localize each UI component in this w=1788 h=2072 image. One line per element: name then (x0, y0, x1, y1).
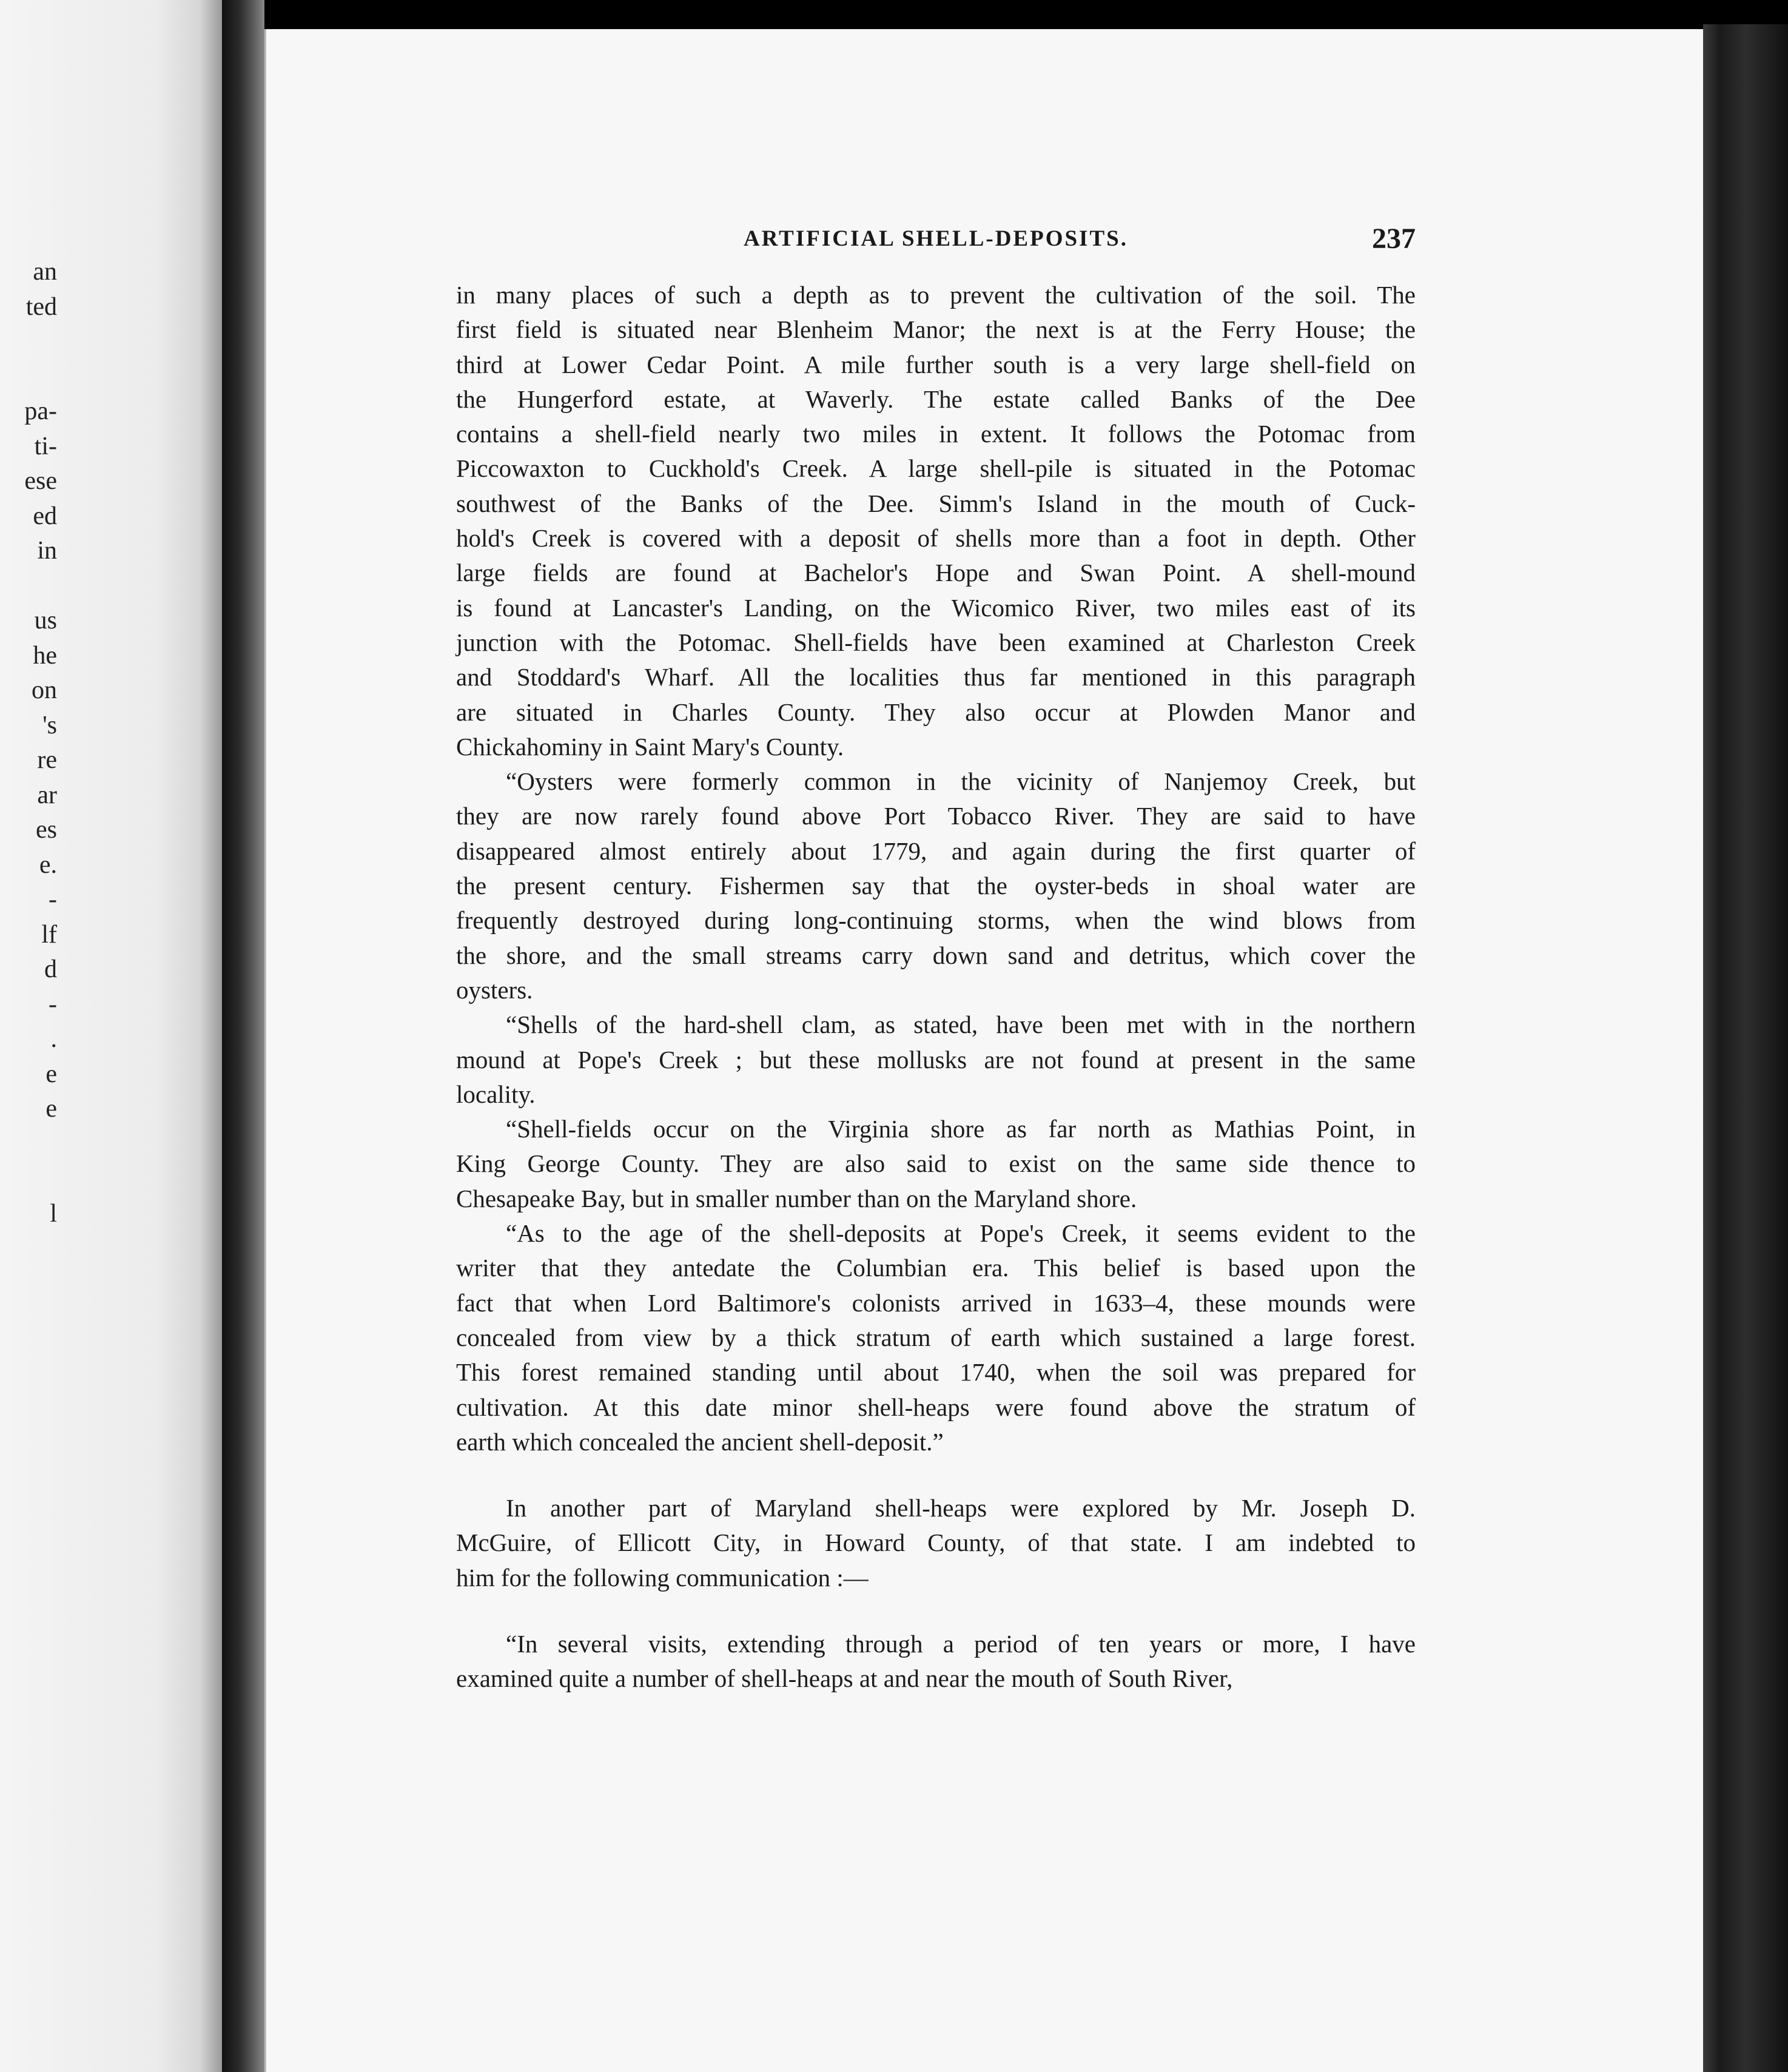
text-line: they are now rarely found above Port Tobacco River. They are said to have (456, 802, 1416, 830)
text-line: are situated in Charles County. They also occur at Plowden Manor and (456, 698, 1416, 726)
text-line: McGuire, of Ellicott City, in Howard County, of that state. I am indebted to (456, 1529, 1416, 1557)
left-facing-page (0, 0, 222, 2072)
text-line: hold's Creek is covered with a deposit of shells more than a foot in depth. Other (456, 524, 1416, 553)
text-line: the Hungerford estate, at Waverly. The estate called Banks of the Dee (456, 385, 1416, 413)
text-line: “Oysters were formerly common in the vicinity of Nanjemoy Creek, but (506, 767, 1416, 796)
text-line: In another part of Maryland shell-heaps were explored by Mr. Joseph D. (506, 1494, 1416, 1522)
left-page-fragment: he (33, 641, 57, 670)
text-line: oysters. (456, 975, 533, 1004)
page-number: 237 (1372, 223, 1416, 255)
left-page-fragment: 's (42, 711, 57, 739)
book-gutter (222, 0, 264, 2072)
text-line: frequently destroyed during long-continuing storms, when the wind blows from (456, 906, 1416, 935)
paragraph (456, 764, 1416, 1007)
paragraph (456, 1007, 1416, 1112)
text-line: locality. (456, 1080, 536, 1108)
left-page-fragment: in (37, 537, 57, 565)
text-line: “As to the age of the shell-deposits at Pope's Creek, it seems evident to the (506, 1219, 1416, 1248)
left-page-fragment: e. (39, 850, 57, 879)
text-line: third at Lower Cedar Point. A mile further south is a very large shell-field on (456, 350, 1416, 378)
left-page-fragment: - (49, 886, 57, 913)
left-page-text-fragments (0, 255, 61, 1231)
left-page-fragment: . (50, 1025, 57, 1053)
left-page-fragment: ted (25, 292, 57, 321)
text-line: Chickahominy in Saint Mary's County. (456, 732, 844, 761)
text-line: in many places of such a depth as to prevent the cultivation of the soil. The (456, 281, 1416, 309)
page-header (456, 223, 1416, 262)
left-page-fragment: lf (41, 920, 57, 949)
paragraph-gap (456, 1595, 1416, 1627)
text-line: and Stoddard's Wharf. All the localities thus far mentioned in this paragraph (456, 663, 1416, 691)
text-line: junction with the Potomac. Shell-fields have been examined at Charleston Creek (456, 628, 1416, 656)
left-page-fragment: ti- (34, 432, 57, 460)
text-line: “Shells of the hard-shell clam, as stated, have been met with in the northern (506, 1011, 1416, 1039)
book-edge (1703, 24, 1788, 2072)
text-line: “In several visits, extending through a period of ten years or more, I have (506, 1629, 1416, 1658)
left-page-fragment: l (50, 1199, 57, 1228)
text-line: King George County. They are also said to exist on the same side thence to (456, 1149, 1416, 1178)
text-line: the shore, and the small streams carry down sand and detritus, which cover the (456, 941, 1416, 969)
text-line: examined quite a number of shell-heaps at and near the mouth of South River, (456, 1664, 1233, 1693)
left-page-fragment: e (45, 1095, 57, 1123)
text-line: earth which concealed the ancient shell-deposit.” (456, 1427, 944, 1456)
left-page-fragment: d (44, 955, 57, 983)
paragraph-gap (456, 1459, 1416, 1491)
left-page-fragment (0, 1127, 61, 1162)
text-line: the present century. Fishermen say that the oyster-beds in shoal water are (456, 872, 1416, 900)
left-page-fragment: ese (24, 467, 57, 495)
text-line: first field is situated near Blenheim Manor; the next is at the Ferry House; the (456, 315, 1416, 344)
text-line: is found at Lancaster's Landing, on the Wicomico River, two miles east of its (456, 593, 1416, 622)
text-line: writer that they antedate the Columbian era. This belief is based upon the (456, 1254, 1416, 1282)
text-line: mound at Pope's Creek ; but these mollusks are not found at present in the same (456, 1045, 1416, 1074)
left-page-fragment (0, 360, 61, 395)
text-line: him for the following communication :— (456, 1563, 869, 1592)
text-line: disappeared almost entirely about 1779, and again during the first quarter of (456, 836, 1416, 865)
left-page-fragment (0, 569, 61, 604)
paragraph (456, 1112, 1416, 1216)
left-page-fragment: an (33, 258, 57, 286)
left-page-fragment: on (32, 676, 57, 704)
left-page-fragment: ar (37, 781, 57, 809)
text-line: concealed from view by a thick stratum of earth which sustained a large forest. (456, 1323, 1416, 1351)
left-page-fragment (0, 1162, 61, 1197)
body-text (456, 278, 1416, 1697)
left-page-fragment (0, 325, 61, 360)
text-line: contains a shell-field nearly two miles in extent. It follows the Potomac from (456, 420, 1416, 448)
left-page-fragment: pa- (24, 397, 57, 425)
left-page-fragment: e (45, 1060, 57, 1088)
text-line: large fields are found at Bachelor's Hope and Swan Point. A shell-mound (456, 559, 1416, 587)
text-line: cultivation. At this date minor shell-heaps were found above the stratum of (456, 1393, 1416, 1421)
text-line: southwest of the Banks of the Dee. Simm's Island in the mouth of Cuck- (456, 489, 1416, 517)
paragraph (456, 278, 1416, 764)
text-line: This forest remained standing until about 1740, when the soil was prepared for (456, 1358, 1416, 1387)
running-head: ARTIFICIAL SHELL-DEPOSITS. (744, 226, 1128, 251)
left-page-fragment: us (34, 607, 57, 634)
paragraph (456, 1216, 1416, 1459)
left-page-fragment: es (36, 816, 57, 844)
paragraph (456, 1627, 1416, 1697)
text-line: Piccowaxton to Cuckhold's Creek. A large shell-pile is situated in the Potomac (456, 454, 1416, 483)
text-line: fact that when Lord Baltimore's colonists arrived in 1633–4, these mounds were (456, 1288, 1416, 1317)
paragraph (456, 1491, 1416, 1595)
left-page-fragment: - (49, 990, 57, 1018)
left-page-fragment: re (37, 746, 57, 774)
text-line: “Shell-fields occur on the Virginia shore as far north as Mathias Point, in (506, 1115, 1416, 1143)
text-line: Chesapeake Bay, but in smaller number than on the Maryland shore. (456, 1184, 1137, 1213)
left-page-fragment: ed (33, 502, 57, 530)
